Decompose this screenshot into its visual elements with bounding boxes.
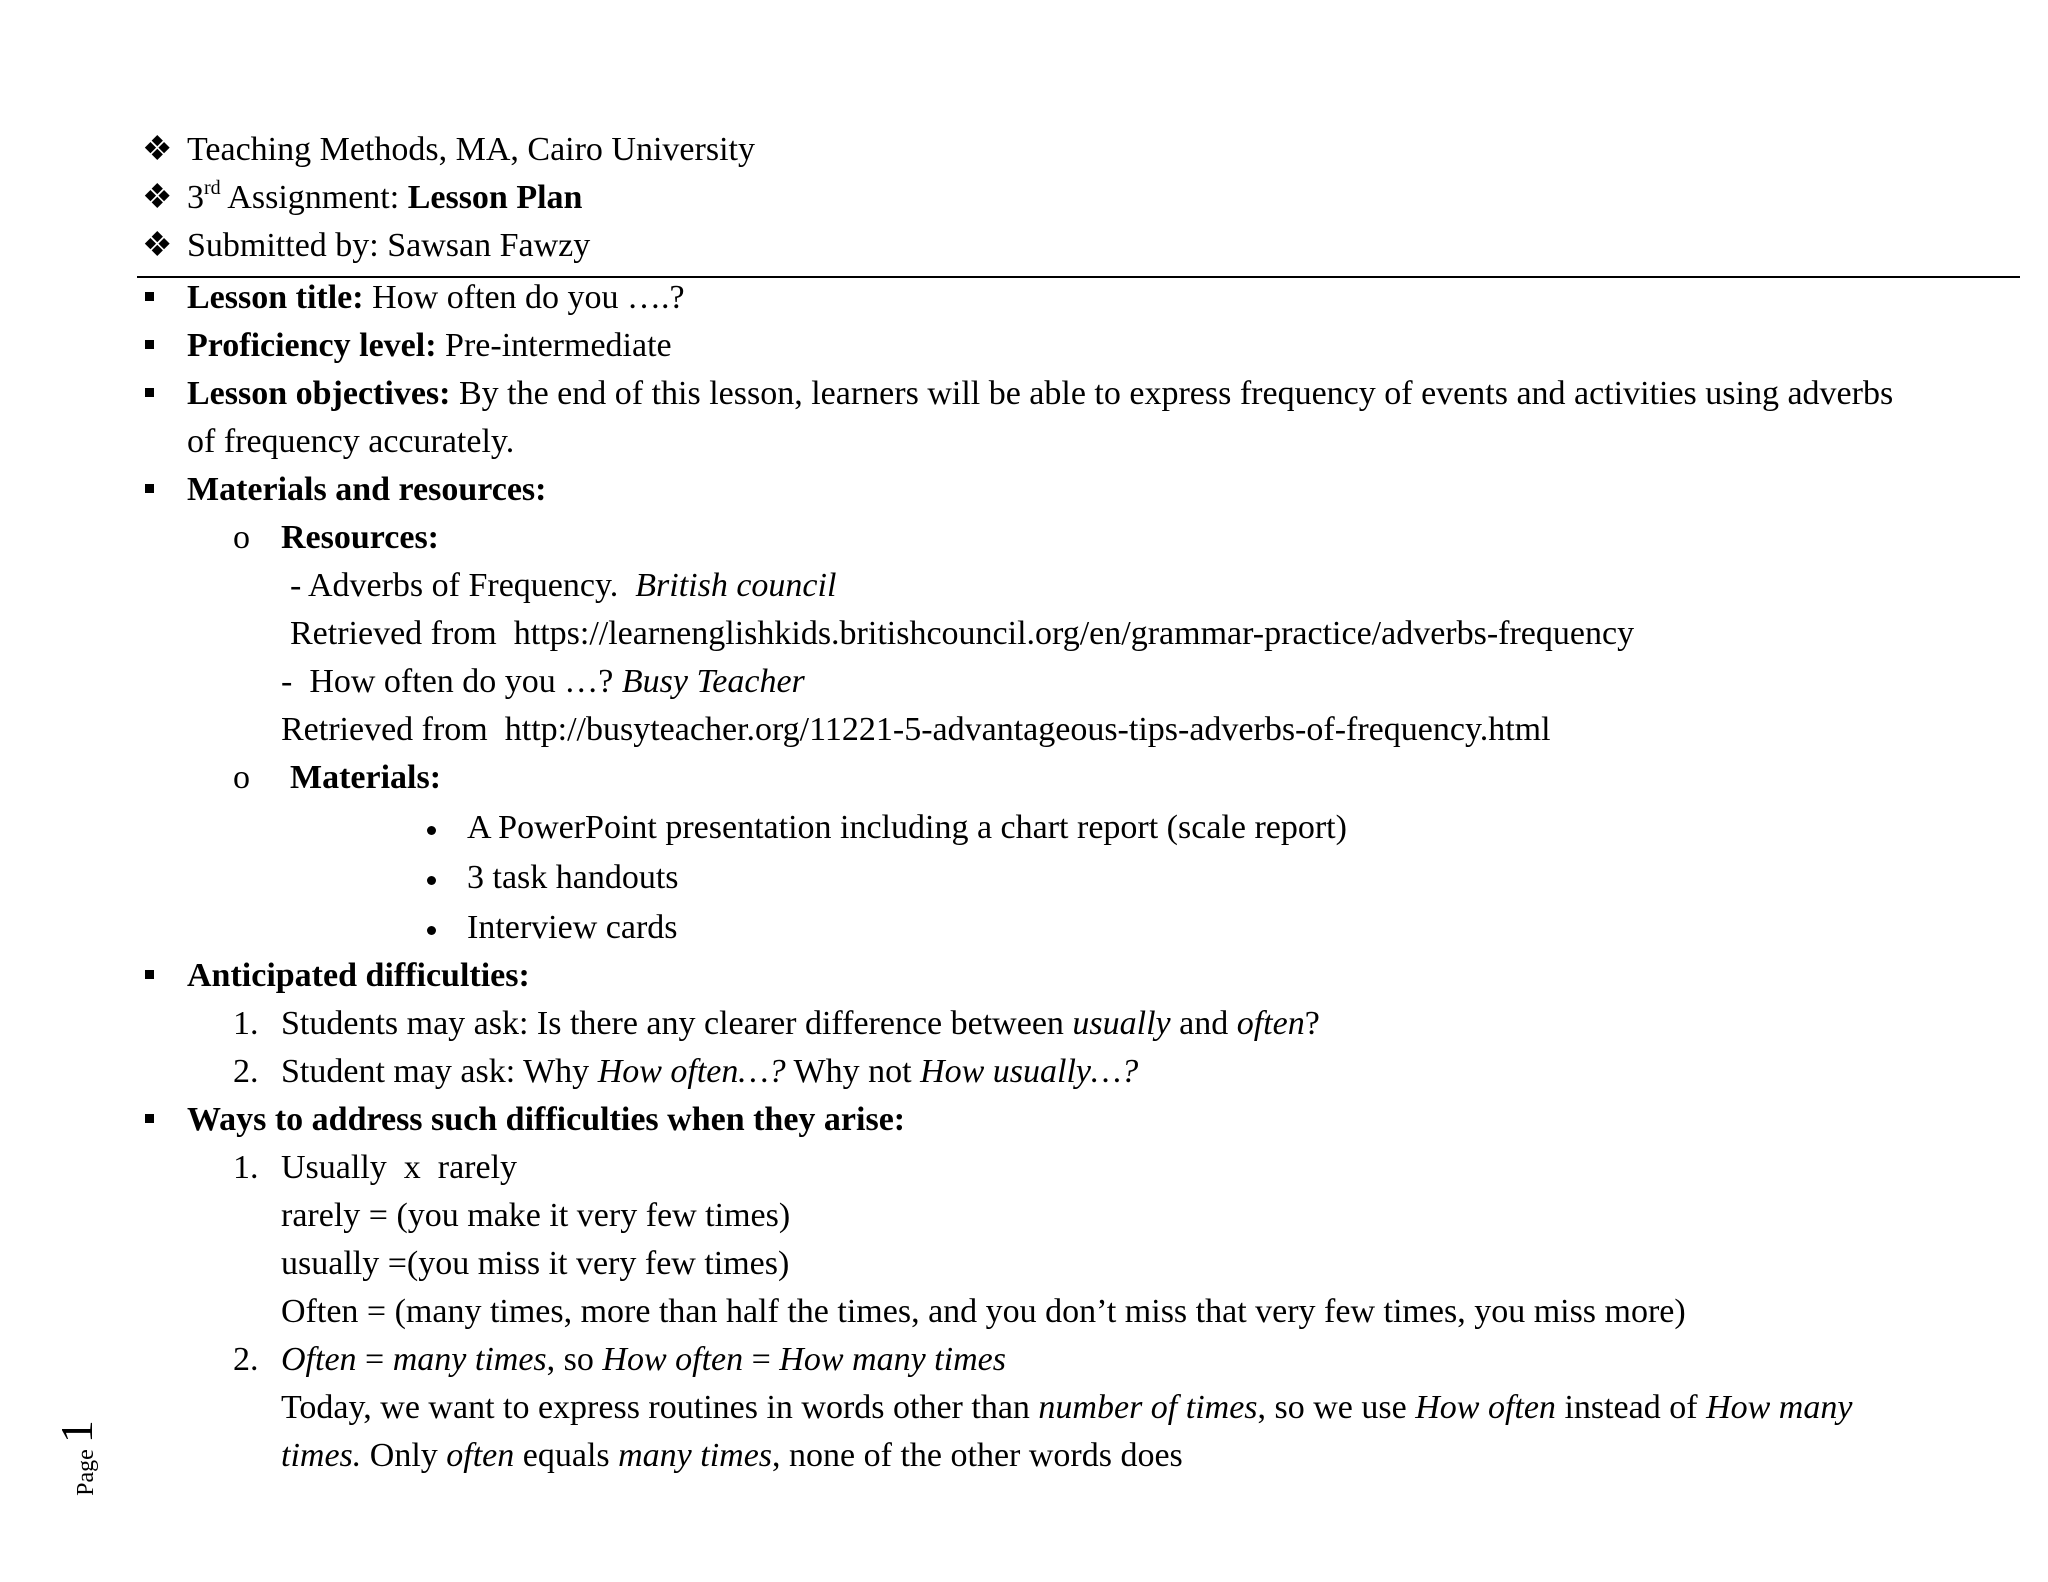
difficulty-item-1	[281, 1000, 1320, 1048]
solution-2-eq: =	[356, 1341, 393, 1378]
solution-2-eq2: =	[743, 1341, 780, 1378]
difficulty-1-end: ?	[1304, 1005, 1320, 1042]
para-text: Only	[361, 1437, 447, 1474]
para-how-often: How often	[1415, 1389, 1556, 1426]
assignment-label: Assignment:	[220, 179, 408, 216]
solution-1-line: usually =(you miss it very few times)	[281, 1245, 790, 1282]
square-bullet-icon	[145, 1114, 154, 1123]
difficulty-1-text: Students may ask: Is there any clearer difference between	[281, 1005, 1073, 1042]
difficulties-heading	[187, 952, 530, 1000]
circle-bullet-icon: o	[233, 759, 250, 796]
proficiency-label: Proficiency level:	[187, 327, 437, 364]
solution-2-line	[281, 1336, 1006, 1384]
square-bullet-icon	[145, 292, 154, 301]
solutions-heading-text: Ways to address such difficulties when they arise:	[187, 1101, 906, 1138]
para-many-times: many times	[618, 1437, 773, 1474]
solution-number: 2.	[233, 1341, 259, 1378]
materials-heading	[187, 466, 546, 514]
square-bullet-icon	[145, 484, 154, 493]
solution-2-paragraph-cont	[281, 1432, 1183, 1480]
difficulties-heading-text: Anticipated difficulties:	[187, 957, 530, 994]
difficulty-1-usually: usually	[1072, 1005, 1171, 1042]
square-bullet-icon	[145, 970, 154, 979]
difficulty-number: 1.	[233, 1005, 259, 1042]
resource-1-retrieved: Retrieved from https://learnenglishkids.britishcouncil.org/en/grammar-practice/adverbs-frequency	[290, 615, 1635, 652]
difficulty-2-how-usually: How usually…?	[920, 1053, 1139, 1090]
resources-heading	[281, 514, 439, 562]
difficulty-1-and: and	[1170, 1005, 1237, 1042]
solution-number: 1.	[233, 1149, 259, 1186]
solution-2-so: , so	[546, 1341, 603, 1378]
square-bullet-icon	[145, 340, 154, 349]
assignment-ordinal: rd	[204, 177, 221, 199]
para-often: often	[446, 1437, 515, 1474]
circle-bullet-icon: o	[233, 519, 250, 556]
objectives-text: By the end of this lesson, learners will be able to express frequency of events and activities using adverbs	[450, 375, 1894, 412]
para-text: Today, we want to express routines in words other than	[281, 1389, 1039, 1426]
page-number-label	[20, 1418, 100, 1498]
solution-2-paragraph	[281, 1384, 1852, 1432]
round-bullet-icon	[427, 826, 436, 835]
resource-2-retrieved: Retrieved from http://busyteacher.org/11221-5-advantageous-tips-adverbs-of-frequency.html	[281, 711, 1551, 748]
proficiency-level	[187, 322, 672, 370]
solution-1-line: Often = (many times, more than half the times, and you don’t miss that very few times, you miss more)	[281, 1293, 1686, 1330]
square-bullet-icon	[145, 388, 154, 397]
page-word: Page	[73, 1449, 99, 1496]
material-item: 3 task handouts	[467, 859, 679, 896]
page-number: 1	[51, 1420, 102, 1444]
materials-heading-text: Materials and resources:	[187, 471, 547, 508]
round-bullet-icon	[427, 876, 436, 885]
objectives-label: Lesson objectives:	[187, 375, 451, 412]
resources-heading-text: Resources:	[281, 519, 439, 556]
para-text: equals	[514, 1437, 619, 1474]
resource-1	[290, 562, 836, 610]
difficulty-2-how-often: How often…?	[597, 1053, 786, 1090]
course-line: Teaching Methods, MA, Cairo University	[187, 131, 755, 168]
assignment-title: Lesson Plan	[407, 179, 583, 216]
lesson-objectives	[187, 370, 1893, 418]
assignment-number: 3	[187, 179, 204, 216]
para-how-many: How many	[1706, 1389, 1853, 1426]
solution-2-often: Often	[281, 1341, 357, 1378]
diamond-bullet-icon: ❖	[142, 179, 173, 216]
lesson-title-label: Lesson title:	[187, 279, 364, 316]
difficulty-2-why-not: Why not	[785, 1053, 921, 1090]
submitted-by-line: Submitted by: Sawsan Fawzy	[187, 227, 591, 264]
assignment-line	[187, 174, 582, 222]
materials-subheading	[290, 754, 441, 802]
solution-2-many-times: many times	[392, 1341, 547, 1378]
difficulty-item-2	[281, 1048, 1138, 1096]
para-text: , so we use	[1257, 1389, 1416, 1426]
material-item: A PowerPoint presentation including a chart report (scale report)	[467, 809, 1347, 846]
solution-1-line: Usually x rarely	[281, 1149, 518, 1186]
solution-1-line: rarely = (you make it very few times)	[281, 1197, 791, 1234]
resource-2-source: Busy Teacher	[621, 663, 805, 700]
solution-2-how-often: How often	[602, 1341, 744, 1378]
diamond-bullet-icon: ❖	[142, 227, 173, 264]
lesson-title-value: How often do you ….?	[363, 279, 685, 316]
difficulty-number: 2.	[233, 1053, 259, 1090]
resource-1-source: British council	[635, 567, 837, 604]
materials-subheading-text: Materials:	[290, 759, 442, 796]
diamond-bullet-icon: ❖	[142, 131, 173, 168]
para-times: times.	[281, 1437, 362, 1474]
lesson-objectives-cont: of frequency accurately.	[187, 423, 515, 460]
round-bullet-icon	[427, 926, 436, 935]
para-text: instead of	[1555, 1389, 1707, 1426]
lesson-title	[187, 274, 685, 322]
para-text: , none of the other words does	[772, 1437, 1183, 1474]
difficulty-1-often: often	[1236, 1005, 1305, 1042]
difficulty-2-text: Student may ask: Why	[281, 1053, 598, 1090]
resource-2	[281, 658, 805, 706]
solution-2-how-many-times: How many times	[779, 1341, 1006, 1378]
resource-1-title: - Adverbs of Frequency.	[290, 567, 636, 604]
resource-2-title: - How often do you …?	[281, 663, 622, 700]
para-number-of-times: number of times	[1038, 1389, 1258, 1426]
proficiency-value: Pre-intermediate	[436, 327, 672, 364]
material-item: Interview cards	[467, 909, 678, 946]
solutions-heading	[187, 1096, 905, 1144]
